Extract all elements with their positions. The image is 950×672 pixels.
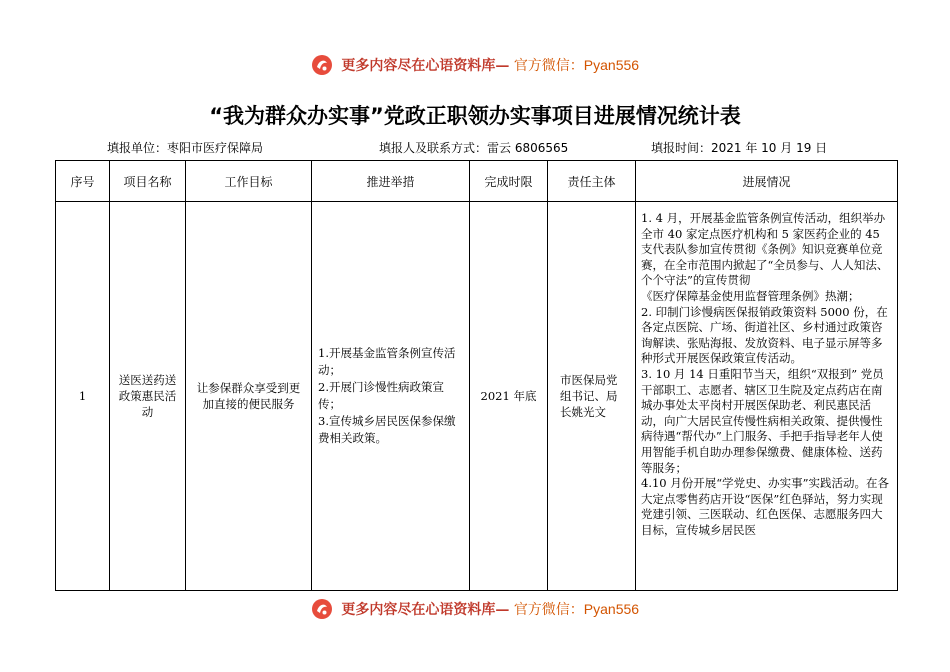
- cell-goal: 让参保群众享受到更加直接的便民服务: [186, 202, 312, 591]
- table-row: [56, 202, 898, 591]
- cell-no: 1: [56, 202, 110, 591]
- cell-deadline: 2021 年底: [470, 202, 548, 591]
- progress-item: 《医疗保障基金使用监督管理条例》热潮；: [641, 288, 860, 303]
- measure-item: 2.开展门诊慢性病政策宣传；: [318, 380, 444, 411]
- watermark-banner-top: [0, 54, 950, 76]
- header-measures: 推进举措: [312, 161, 470, 202]
- header-deadline: 完成时限: [470, 161, 548, 202]
- header-name: 项目名称: [110, 161, 186, 202]
- cell-name: 送医送药送政策惠民活动: [110, 202, 186, 591]
- progress-item: 2. 印制门诊慢病医保报销政策资料 5000 份，在各定点医院、广场、街道社区、乡村通过政策咨询解读、张贴海报、发放资料、电子显示屏等多种形式开展医保政策宣传活动。: [641, 304, 888, 366]
- header-goal: 工作目标: [186, 161, 312, 202]
- measure-item: 3.宣传城乡居民医保参保缴费相关政策。: [318, 414, 456, 445]
- watermark-wechat: 官方微信：Pyan556: [513, 57, 640, 73]
- progress-item: 3. 10 月 14 日重阳节当天，组织“双报到” 党员干部职工、志愿者、辖区卫生院及定点药店在南城办事处太平岗村开展医保助老、利民惠民活动，向广大居民宣传慢性病相关政策、提供慢性病待遇“帮代办”上门服务、手把手指导老年人使用智能手机自助办理参保缴费、健康体检、送药等服务；: [641, 366, 884, 475]
- header-progress: 进展情况: [636, 161, 898, 202]
- watermark-text: 更多内容尽在心语资料库—: [341, 58, 510, 74]
- meta-date: 填报时间：2021 年 10 月 19 日: [651, 141, 828, 155]
- watermark-text: 更多内容尽在心语资料库—: [341, 602, 510, 618]
- header-no: 序号: [56, 161, 110, 202]
- progress-table: [55, 160, 898, 591]
- logo-icon: [311, 54, 333, 76]
- watermark-banner-bottom: [0, 598, 950, 620]
- measure-item: 1.开展基金监管条例宣传活动；: [318, 346, 456, 377]
- progress-item: 4.10 月份开展“学党史、办实事”实践活动。在各大定点零售药店开设“医保”红色驿站，努力实现党建引领、三医联动、红色医保、志愿服务四大目标，宣传城乡居民医: [641, 476, 890, 537]
- cell-measures: [312, 202, 470, 591]
- cell-progress: [636, 202, 898, 591]
- cell-responsible: 市医保局党组书记、局长姚光文: [548, 202, 636, 591]
- meta-unit: 填报单位：枣阳市医疗保障局: [107, 141, 264, 155]
- page-title: “我为群众办实事”党政正职领办实事项目进展情况统计表: [209, 104, 741, 128]
- watermark-wechat: 官方微信：Pyan556: [513, 601, 640, 617]
- progress-item: 1. 4 月，开展基金监管条例宣传活动，组织举办全市 40 家定点医疗机构和 5 家医药企业的 45 支代表队参加宣传贯彻《条例》知识竞赛单位竞赛，在全市范围内掀起了“全员参与、人人知法、个个守法”的宣传贯彻: [641, 211, 889, 288]
- table-header-row: [56, 161, 898, 202]
- header-responsible: 责任主体: [548, 161, 636, 202]
- meta-contact: 填报人及联系方式：雷云 6806565: [379, 141, 569, 155]
- logo-icon: [311, 598, 333, 620]
